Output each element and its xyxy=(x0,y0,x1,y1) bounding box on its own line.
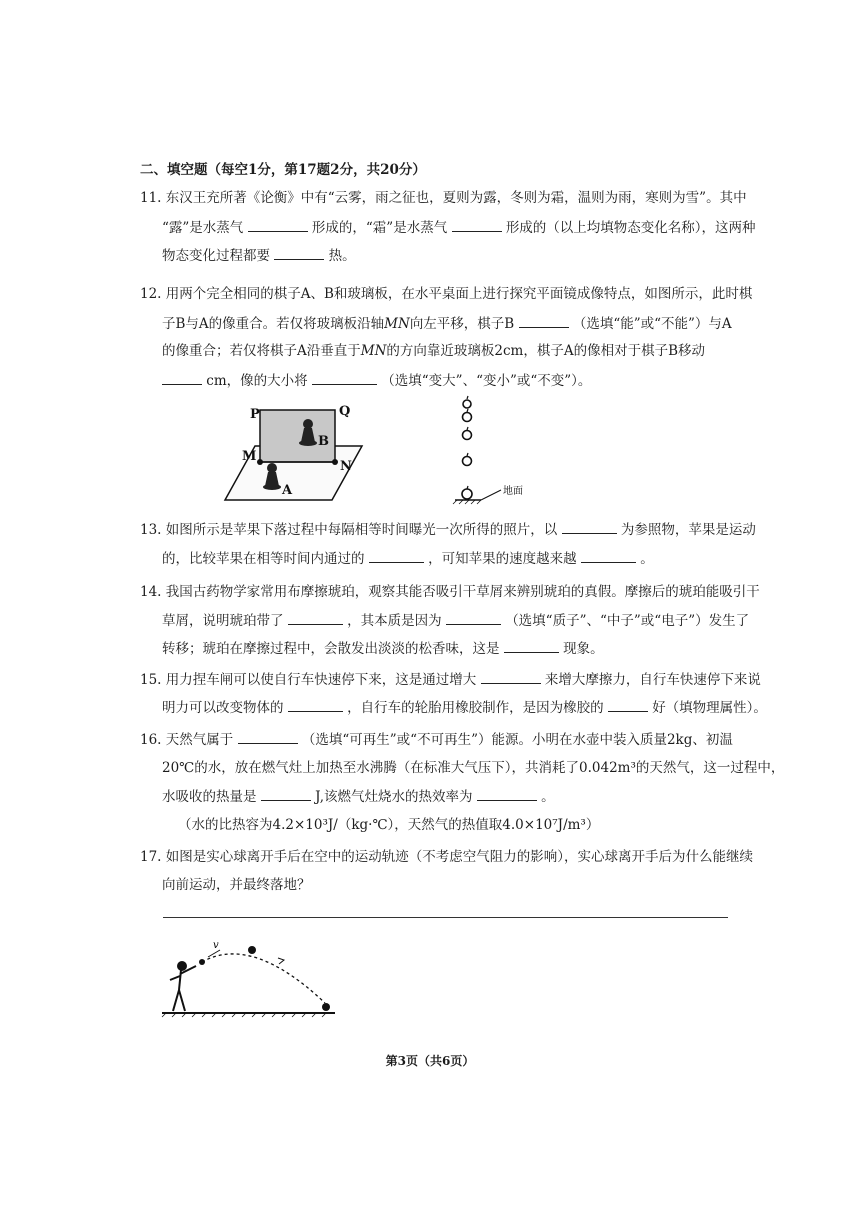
q16-text: J,该燃气灶烧水的热效率为 xyxy=(315,789,473,805)
q16-text: （选填“可再生”或“不可再生”）能源。小明在水壶中装入质量2kg、初温 xyxy=(301,732,733,748)
q15-text: 15. 用力捏车闸可以使自行车快速停下来，这是通过增大 xyxy=(140,672,477,688)
q13-blank-1[interactable] xyxy=(562,519,617,534)
q15-text: 来增大摩擦力，自行车快速停下来说 xyxy=(544,672,761,688)
q14-line3 xyxy=(162,638,772,659)
label-a: A xyxy=(282,483,293,498)
q16-blank-1[interactable] xyxy=(238,729,298,744)
q15-line1 xyxy=(140,669,761,690)
q16-line3 xyxy=(162,786,772,807)
q12-line1: 12. 用两个完全相同的棋子A、B和玻璃板，在水平桌面上进行探究平面镜成像特点，如图所示，此时棋 xyxy=(140,286,753,302)
section-title: 二、填空题（每空1分，第17题2分，共20分） xyxy=(140,162,426,178)
q11-blank-3[interactable] xyxy=(274,245,324,260)
q16-blank-3[interactable] xyxy=(477,786,537,801)
shot-put-figure xyxy=(160,940,360,1020)
q12-line3 xyxy=(162,341,772,361)
shot-ball-apex xyxy=(248,946,256,954)
q12-line2 xyxy=(162,313,772,334)
ground-pointer xyxy=(481,490,501,500)
apple-5 xyxy=(462,489,472,499)
apple-3 xyxy=(463,431,472,440)
q12-blank-2[interactable] xyxy=(162,370,202,385)
label-m: M xyxy=(242,449,257,464)
apple-4 xyxy=(463,457,472,466)
q12-text: （选填“能”或“不能”）与A xyxy=(572,316,732,332)
q13-text: 为参照物，苹果是运动 xyxy=(620,522,756,538)
q11-line3 xyxy=(162,245,772,266)
q13-text: 的，比较苹果在相等时间内通过的 xyxy=(162,551,365,567)
thrower-figure xyxy=(170,962,196,1011)
q15-line2 xyxy=(162,697,772,718)
label-n: N xyxy=(340,459,352,474)
q15-text: ，自行车的轮胎用橡胶制作，是因为橡胶的 xyxy=(347,700,604,716)
q15-text: 好（填物理属性）。 xyxy=(652,700,767,716)
label-ground: 地面 xyxy=(503,486,523,497)
q11-blank-2[interactable] xyxy=(452,217,502,232)
shot-ball-start xyxy=(199,959,205,965)
q16-text: 。 xyxy=(541,789,555,805)
q14-text: 转移；琥珀在摩擦过程中，会散发出淡淡的松香味，这是 xyxy=(162,641,500,657)
apple-2 xyxy=(463,413,472,422)
q16-line1 xyxy=(140,729,750,750)
q12-line4 xyxy=(162,370,772,391)
q13-line2 xyxy=(162,548,772,569)
q13-text: 。 xyxy=(640,551,654,567)
q12-text: 子B与A的像重合。若仅将玻璃板沿轴 xyxy=(162,316,385,332)
q12-text: 的方向靠近玻璃板2cm，棋子A的像相对于棋子B移动 xyxy=(386,343,706,359)
label-b: B xyxy=(318,434,329,449)
q12-mn: MN xyxy=(384,316,410,332)
q12-text: 向左平移，棋子B xyxy=(409,316,515,332)
q11-line2 xyxy=(162,217,772,238)
trajectory-arrow xyxy=(278,958,284,964)
q16-note: （水的比热容为4.2×10³J/（kg·℃），天然气的热值取4.0×10⁷J/m³） xyxy=(178,817,600,833)
velocity-arrow xyxy=(208,950,220,957)
velocity-label: v xyxy=(213,940,219,951)
q11-text: “露”是水蒸气 xyxy=(162,220,244,236)
q14-line1: 14. 我国古药物学家常用布摩擦琥珀，观察其能否吸引干草屑来辨别琥珀的真假。摩擦后的琥珀能吸引干 xyxy=(140,584,760,600)
q12-text: cm，像的大小将 xyxy=(206,373,308,389)
q12-blank-1[interactable] xyxy=(519,313,569,328)
q17-line2: 向前运动，并最终落地？ xyxy=(162,877,311,893)
q14-text: （选填“质子”、“中子”或“电子”）发生了 xyxy=(505,613,750,629)
q12-blank-3[interactable] xyxy=(312,370,377,385)
page-number: 第3页（共6页） xyxy=(385,1054,475,1068)
q14-line2 xyxy=(162,610,772,631)
q17-line1: 17. 如图是实心球离开手后在空中的运动轨迹（不考虑空气阻力的影响），实心球离开手后为什么能继续 xyxy=(140,849,754,865)
q13-blank-2[interactable] xyxy=(369,548,424,563)
label-p: P xyxy=(250,407,260,422)
falling-apple-figure xyxy=(455,394,545,504)
q12-text: 的像重合；若仅将棋子A沿垂直于 xyxy=(162,343,361,359)
q17-answer-line[interactable] xyxy=(163,917,728,918)
q14-blank-1[interactable] xyxy=(288,610,343,625)
q13-text: 13. 如图所示是苹果下落过程中每隔相等时间曝光一次所得的照片，以 xyxy=(140,522,558,538)
q16-line2: 20℃的水，放在燃气灶上加热至水沸腾（在标准大气压下），共消耗了0.042m³的天然气，这一过程中， xyxy=(162,760,785,776)
q15-blank-3[interactable] xyxy=(608,697,648,712)
point-m xyxy=(257,459,263,465)
q15-text: 明力可以改变物体的 xyxy=(162,700,284,716)
point-n xyxy=(332,459,338,465)
q12-text: （选填“变大”、“变小”或“不变”）。 xyxy=(381,373,592,389)
q13-line1 xyxy=(140,519,756,540)
q13-text: ，可知苹果的速度越来越 xyxy=(428,551,577,567)
label-q: Q xyxy=(339,404,351,419)
mirror-figure xyxy=(220,398,380,508)
trajectory xyxy=(202,954,325,1003)
q16-text: 16. 天然气属于 xyxy=(140,732,234,748)
q15-blank-2[interactable] xyxy=(288,697,343,712)
q11-blank-1[interactable] xyxy=(248,217,308,232)
q11-text: 形成的（以上均填物态变化名称），这两种 xyxy=(505,220,756,236)
q11-text: 形成的，“霜”是水蒸气 xyxy=(311,220,448,236)
q13-blank-3[interactable] xyxy=(581,548,636,563)
q11-text: 物态变化过程都要 xyxy=(162,248,270,264)
q11-line1: 11. 东汉王充所著《论衡》中有“云雾，雨之征也，夏则为露，冬则为霜，温则为雨，寒则为雪”。其中 xyxy=(140,190,747,206)
q14-text: 现象。 xyxy=(563,641,604,657)
apple-1 xyxy=(463,400,471,408)
q14-text: ，其本质是因为 xyxy=(347,613,442,629)
q14-blank-3[interactable] xyxy=(504,638,559,653)
q14-blank-2[interactable] xyxy=(446,610,501,625)
q16-text: 水吸收的热量是 xyxy=(162,789,257,805)
q14-text: 草屑，说明琥珀带了 xyxy=(162,613,284,629)
q15-blank-1[interactable] xyxy=(481,669,541,684)
q11-text: 热。 xyxy=(328,248,356,264)
q12-mn: MN xyxy=(360,343,387,359)
shot-ball-landing xyxy=(322,1003,330,1011)
q16-blank-2[interactable] xyxy=(261,786,311,801)
